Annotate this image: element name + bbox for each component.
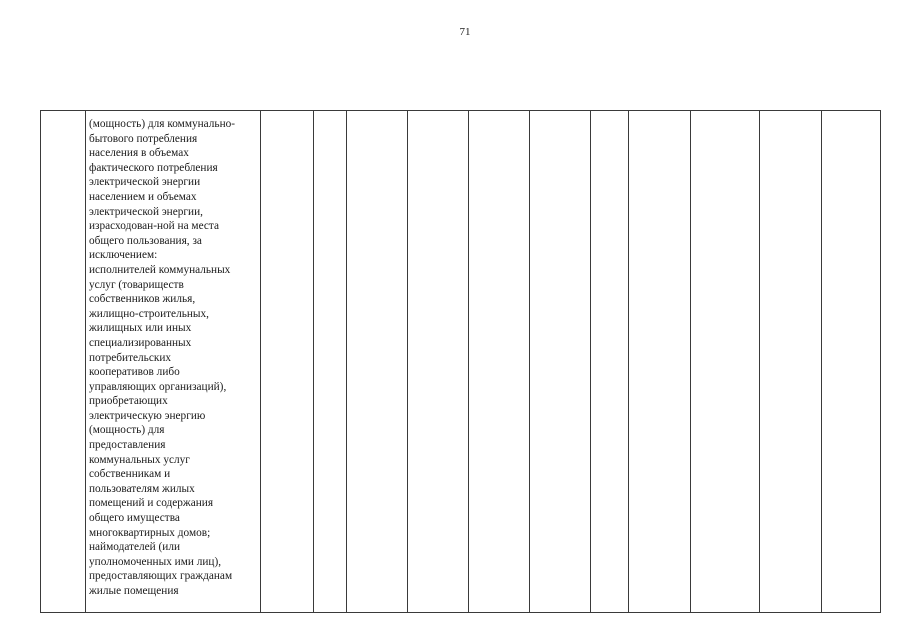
- empty-cell: [347, 111, 408, 613]
- description-line: предоставляющих гражданам: [89, 570, 233, 583]
- description-line: кооперативов либо: [89, 366, 180, 379]
- description-line: помещений и содержания: [89, 497, 214, 510]
- description-line: израсходован-ной на места: [89, 220, 219, 233]
- empty-cell: [314, 111, 347, 613]
- description-cell: [86, 111, 261, 613]
- description-line: жилые помещения: [89, 585, 179, 597]
- description-line: многоквартирных домов;: [89, 526, 211, 539]
- description-line: наймодателей (или: [89, 541, 181, 554]
- row-number-cell: [41, 111, 86, 613]
- empty-cell: [408, 111, 469, 613]
- description-line: услуг (товариществ: [89, 278, 184, 291]
- description-line: исполнителей коммунальных: [89, 263, 231, 276]
- description-line: исключением:: [89, 249, 158, 262]
- empty-cell: [760, 111, 822, 613]
- description-line: собственников жилья,: [89, 293, 196, 306]
- description-line: бытового потребления: [89, 132, 198, 145]
- description-line: (мощность) для: [89, 424, 165, 437]
- description-line: управляющих организаций),: [89, 380, 227, 393]
- description-line: населения в объемах: [89, 147, 189, 160]
- description-line: потребительских: [89, 351, 172, 364]
- table-row: [41, 111, 881, 613]
- empty-cell: [629, 111, 691, 613]
- description-line: пользователям жилых: [89, 482, 195, 495]
- description-line: электрической энергии: [89, 176, 201, 189]
- description-line: электрическую энергию: [89, 409, 206, 422]
- description-line: жилищно-строительных,: [89, 307, 209, 320]
- empty-cell: [822, 111, 881, 613]
- empty-cell: [469, 111, 530, 613]
- description-line: собственникам и: [89, 468, 171, 481]
- description-line: фактического потребления: [89, 161, 218, 174]
- description-line: населением и объемах: [89, 190, 197, 203]
- description-line: коммунальных услуг: [89, 453, 190, 466]
- description-line: уполномоченных ими лиц),: [89, 555, 222, 568]
- empty-cell: [261, 111, 314, 613]
- description-line: приобретающих: [89, 395, 168, 408]
- description-line: электрической энергии,: [89, 205, 203, 218]
- data-table: [40, 110, 881, 613]
- description-line: жилищных или иных: [89, 322, 192, 335]
- empty-cell: [591, 111, 629, 613]
- empty-cell: [691, 111, 760, 613]
- description-line: (мощность) для коммунально-: [89, 118, 236, 130]
- empty-cell: [530, 111, 591, 613]
- description-line: общего имущества: [89, 512, 180, 525]
- description-line: специализированных: [89, 336, 192, 349]
- page-number: 71: [459, 26, 471, 38]
- description-line: общего пользования, за: [89, 234, 202, 247]
- description-line: предоставления: [89, 439, 166, 452]
